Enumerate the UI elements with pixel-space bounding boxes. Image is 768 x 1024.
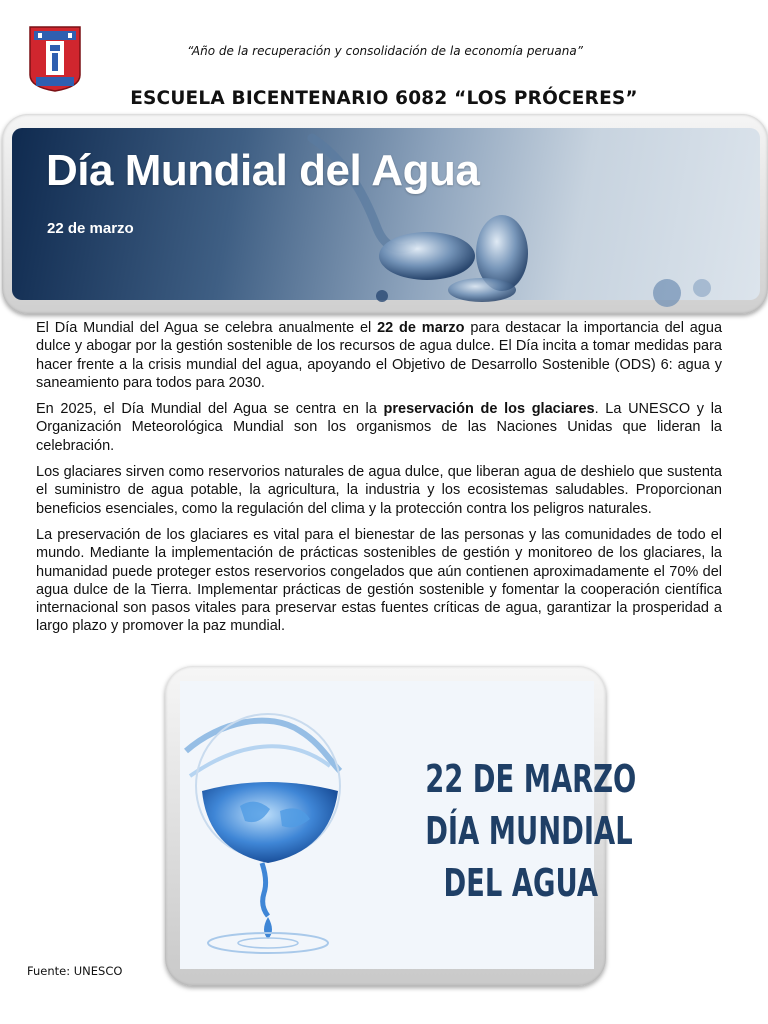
poster-text bbox=[425, 753, 637, 909]
poster-line-3: DEL AGUA bbox=[443, 861, 598, 905]
paragraph-1: El Día Mundial del Agua se celebra anualmente el 22 de marzo para destacar la importancia del agua dulce y abogar por la gestión sostenible de los recursos de agua dulce. El Día incita a tomar medidas para hacer frente a la crisis mundial del agua, apoyando el Objetivo de Desarrollo Sostenible (ODS) 6: agua y saneamiento para todos para 2030. bbox=[36, 320, 723, 391]
paragraph-3: Los glaciares sirven como reservorios naturales de agua dulce, que liberan agua de deshielo que sustenta el suministro de agua potable, la agricultura, la industria y los ecosistemas saludables. Proporcionan beneficios esenciales, como la regulación del clima y la protección contra los peligros naturales. bbox=[36, 464, 722, 517]
school-logo bbox=[28, 25, 82, 93]
poster-line-1: 22 DE MARZO bbox=[425, 757, 637, 801]
banner-image bbox=[12, 128, 760, 300]
year-motto: “Año de la recuperación y consolidación de la economía peruana” bbox=[187, 44, 583, 58]
date-highlight: 22 de marzo bbox=[377, 320, 465, 336]
poster-line-2: DÍA MUNDIAL bbox=[425, 809, 633, 853]
article-body bbox=[36, 319, 722, 644]
source-caption: Fuente: UNESCO bbox=[27, 964, 123, 978]
school-name: ESCUELA BICENTENARIO 6082 “LOS PRÓCERES” bbox=[130, 88, 638, 109]
banner-title: Día Mundial del Agua bbox=[46, 146, 480, 195]
poster-image bbox=[180, 681, 637, 969]
theme-highlight: preservación de los glaciares bbox=[383, 401, 595, 418]
paragraph-4: La preservación de los glaciares es vital para el bienestar de las personas y las comunidades de todo el mundo. Mediante la implementación de prácticas sostenibles de gestión y monitoreo de los glaciares, la humanidad puede proteger estos reservorios congelados que aún contienen aproximadamente el 70% del agua dulce de la Tierra. Implementar prácticas de gestión sostenible y fomentar la cooperación científica internacional son pasos vitales para preservar estas fuentes críticas de agua, garantizar la prosperidad a largo plazo y promover la paz mundial. bbox=[36, 526, 722, 635]
banner-date: 22 de marzo bbox=[47, 220, 134, 237]
paragraph-2: En 2025, el Día Mundial del Agua se centra en la preservación de los glaciares. La UNESCO y la Organización Meteorológica Mundial son los organismos de las Naciones Unidas que lideran la celebración. bbox=[36, 401, 723, 454]
